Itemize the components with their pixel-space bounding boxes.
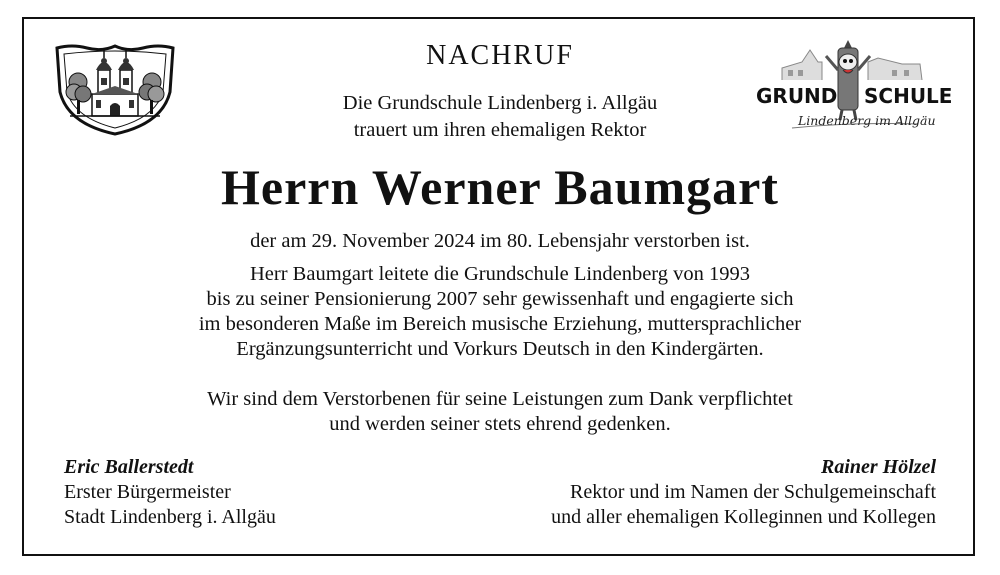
signature-left [64,455,276,530]
closing-line: und werden seiner stets ehrend gedenken. [329,413,671,435]
signatory-name: Rainer Hölzel [820,456,936,478]
signatory-organization: und aller ehemaligen Kolleginnen und Kollegen [551,506,936,528]
biography-line: Herr Baumgart leitete die Grundschule Lindenberg von 1993 [249,263,751,285]
intro-line: Die Grundschule Lindenberg i. Allgäu [342,92,658,114]
biography-line: bis zu seiner Pensionierung 2007 sehr gewissenhaft und engagierte sich [206,288,794,310]
school-logo-subtitle: Lindenberg im Allgäu [798,113,936,128]
signatory-title: Erster Bürgermeister [64,481,231,503]
closing-text [0,387,1000,437]
closing-line: Wir sind dem Verstorbenen für seine Leistungen zum Dank verpflichtet [207,388,793,410]
intro-line: trauert um ihren ehemaligen Rektor [353,119,647,141]
biography-text [0,262,1000,362]
biography-line: im besonderen Maße im Bereich musische Erziehung, muttersprachlicher [198,313,802,335]
signature-right [551,455,936,530]
school-logo-word-schule: SCHULE [864,84,953,108]
deceased-name: Herrn Werner Baumgart [221,159,779,215]
signatory-title: Rektor und im Namen der Schulgemeinschaft [569,481,936,503]
notice-heading: NACHRUF [426,40,574,71]
death-date-line: der am 29. November 2024 im 80. Lebensjahr verstorben ist. [250,230,750,252]
intro-text [0,90,1000,144]
signatory-name: Eric Ballerstedt [64,456,194,478]
school-logo-word-grund: GRUND [756,84,838,108]
biography-line: Ergänzungsunterricht und Vorkurs Deutsch in den Kindergärten. [236,338,764,360]
signatory-organization: Stadt Lindenberg i. Allgäu [64,506,276,528]
